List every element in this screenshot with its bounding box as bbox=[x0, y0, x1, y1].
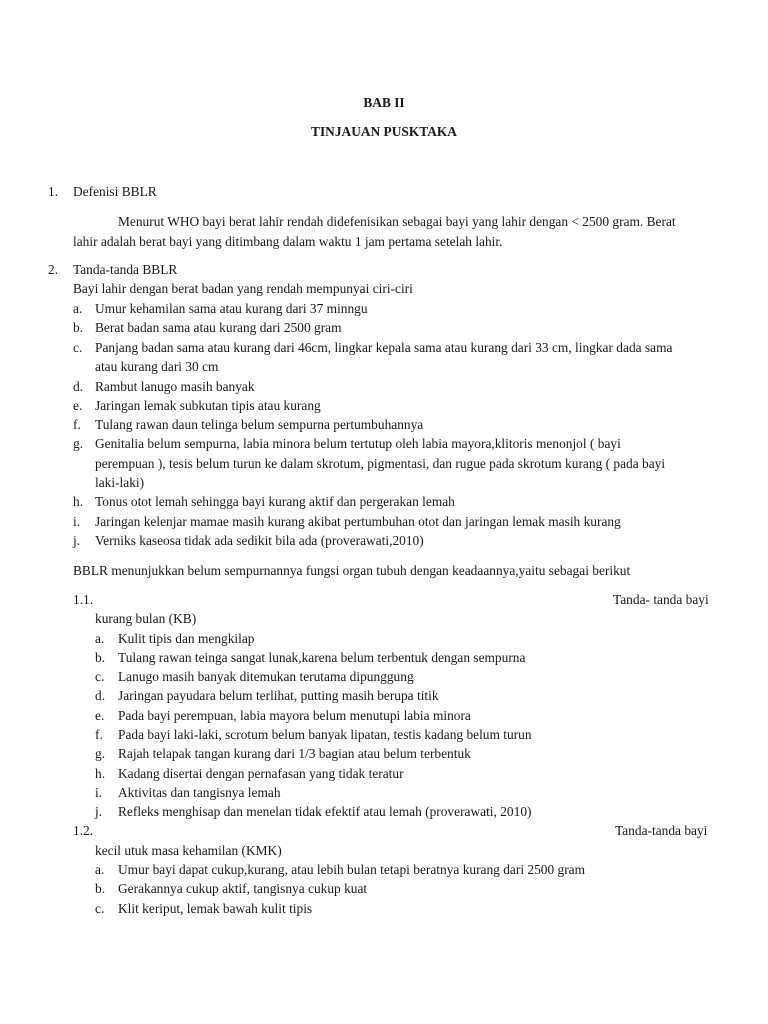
list-item-continuation: perempuan ), tesis belum turun ke dalam skrotum, pigmentasi, dan rugue pada skrotum kurang ( pada bayi bbox=[95, 456, 666, 471]
list-marker: d. bbox=[73, 379, 84, 394]
list-marker: i. bbox=[95, 785, 103, 800]
list-marker: f. bbox=[73, 417, 81, 432]
list-item: Genitalia belum sempurna, labia minora belum tertutup oleh labia mayora,klitoris menonjol ( bayi bbox=[95, 436, 621, 451]
subsection-1-1-number: 1.1. bbox=[73, 592, 94, 607]
list-marker: a. bbox=[95, 631, 105, 646]
list-item: Jaringan payudara belum terlihat, putting masih berupa titik bbox=[118, 688, 439, 703]
list-marker: b. bbox=[95, 881, 106, 896]
list-marker: j. bbox=[73, 533, 81, 548]
list-item: Tonus otot lemah sehingga bayi kurang aktif dan pergerakan lemah bbox=[95, 494, 455, 509]
list-item: Aktivitas dan tangisnya lemah bbox=[118, 785, 281, 800]
subsection-1-1-heading-continuation: kurang bulan (KB) bbox=[95, 611, 197, 626]
page-title: TINJAUAN PUSKTAKA bbox=[311, 124, 457, 139]
list-marker: f. bbox=[95, 727, 103, 742]
list-item: Berat badan sama atau kurang dari 2500 gram bbox=[95, 320, 342, 335]
list-marker: i. bbox=[73, 514, 81, 529]
section-2-intro: Bayi lahir dengan berat badan yang rendah mempunyai ciri-ciri bbox=[73, 281, 413, 296]
list-item: Jaringan lemak subkutan tipis atau kurang bbox=[95, 398, 321, 413]
list-item-continuation: atau kurang dari 30 cm bbox=[95, 359, 219, 374]
list-item: Verniks kaseosa tidak ada sedikit bila ada (proverawati,2010) bbox=[95, 533, 424, 548]
list-marker: j. bbox=[95, 804, 103, 819]
list-marker: c. bbox=[95, 901, 105, 916]
list-item: Lanugo masih banyak ditemukan terutama dipunggung bbox=[118, 669, 414, 684]
list-item: Umur bayi dapat cukup,kurang, atau lebih bulan tetapi beratnya kurang dari 2500 gram bbox=[118, 862, 586, 877]
list-marker: b. bbox=[73, 320, 84, 335]
list-marker: e. bbox=[73, 398, 83, 413]
list-item: Rambut lanugo masih banyak bbox=[95, 379, 255, 394]
list-marker: g. bbox=[73, 436, 84, 451]
list-marker: a. bbox=[95, 862, 105, 877]
section-1-number: 1. bbox=[48, 184, 59, 199]
list-marker: c. bbox=[73, 340, 83, 355]
subsection-1-2-number: 1.2. bbox=[73, 823, 94, 838]
section-2-heading: Tanda-tanda BBLR bbox=[73, 262, 178, 277]
list-item: Refleks menghisap dan menelan tidak efektif atau lemah (proverawati, 2010) bbox=[118, 804, 532, 819]
subsection-1-2-heading: Tanda-tanda bayi bbox=[615, 823, 708, 838]
section-2-number: 2. bbox=[48, 262, 59, 277]
list-item-continuation: laki-laki) bbox=[95, 475, 145, 490]
section-2-summary: BBLR menunjukkan belum sempurnannya fungsi organ tubuh dengan keadaannya,yaitu sebagai berikut bbox=[73, 563, 631, 578]
list-marker: e. bbox=[95, 708, 105, 723]
list-item: Rajah telapak tangan kurang dari 1/3 bagian atau belum terbentuk bbox=[118, 746, 471, 761]
list-item: Tulang rawan daun telinga belum sempurna pertumbuhannya bbox=[95, 417, 424, 432]
list-marker: h. bbox=[95, 766, 106, 781]
list-marker: c. bbox=[95, 669, 105, 684]
list-item: Pada bayi laki-laki, scrotum belum banyak lipatan, testis kadang belum turun bbox=[118, 727, 532, 742]
list-marker: d. bbox=[95, 688, 106, 703]
list-item: Panjang badan sama atau kurang dari 46cm, lingkar kepala sama atau kurang dari 33 cm, lingkar dada sama bbox=[95, 340, 673, 355]
list-marker: a. bbox=[73, 301, 83, 316]
list-item: Kadang disertai dengan pernafasan yang tidak teratur bbox=[118, 766, 404, 781]
section-1-heading: Defenisi BBLR bbox=[73, 184, 157, 199]
subsection-1-2-heading-continuation: kecil utuk masa kehamilan (KMK) bbox=[95, 843, 282, 858]
list-item: Pada bayi perempuan, labia mayora belum menutupi labia minora bbox=[118, 708, 471, 723]
list-item: Klit keriput, lemak bawah kulit tipis bbox=[118, 901, 313, 916]
section-1-paragraph-line-2: lahir adalah berat bayi yang ditimbang dalam waktu 1 jam pertama setelah lahir. bbox=[73, 234, 503, 249]
list-item: Umur kehamilan sama atau kurang dari 37 minngu bbox=[95, 301, 368, 316]
list-item: Tulang rawan teinga sangat lunak,karena belum terbentuk dengan sempurna bbox=[118, 650, 526, 665]
list-marker: b. bbox=[95, 650, 106, 665]
list-marker: h. bbox=[73, 494, 84, 509]
list-item: Gerakannya cukup aktif, tangisnya cukup kuat bbox=[118, 881, 368, 896]
list-item: Kulit tipis dan mengkilap bbox=[118, 631, 255, 646]
chapter-label: BAB II bbox=[363, 95, 405, 110]
section-1-paragraph-line-1: Menurut WHO bayi berat lahir rendah didefenisikan sebagai bayi yang lahir dengan < 2500 gram. Berat bbox=[118, 214, 676, 229]
subsection-1-1-heading: Tanda- tanda bayi bbox=[613, 592, 709, 607]
list-marker: g. bbox=[95, 746, 106, 761]
list-item: Jaringan kelenjar mamae masih kurang akibat pertumbuhan otot dan jaringan lemak masih kurang bbox=[95, 514, 621, 529]
